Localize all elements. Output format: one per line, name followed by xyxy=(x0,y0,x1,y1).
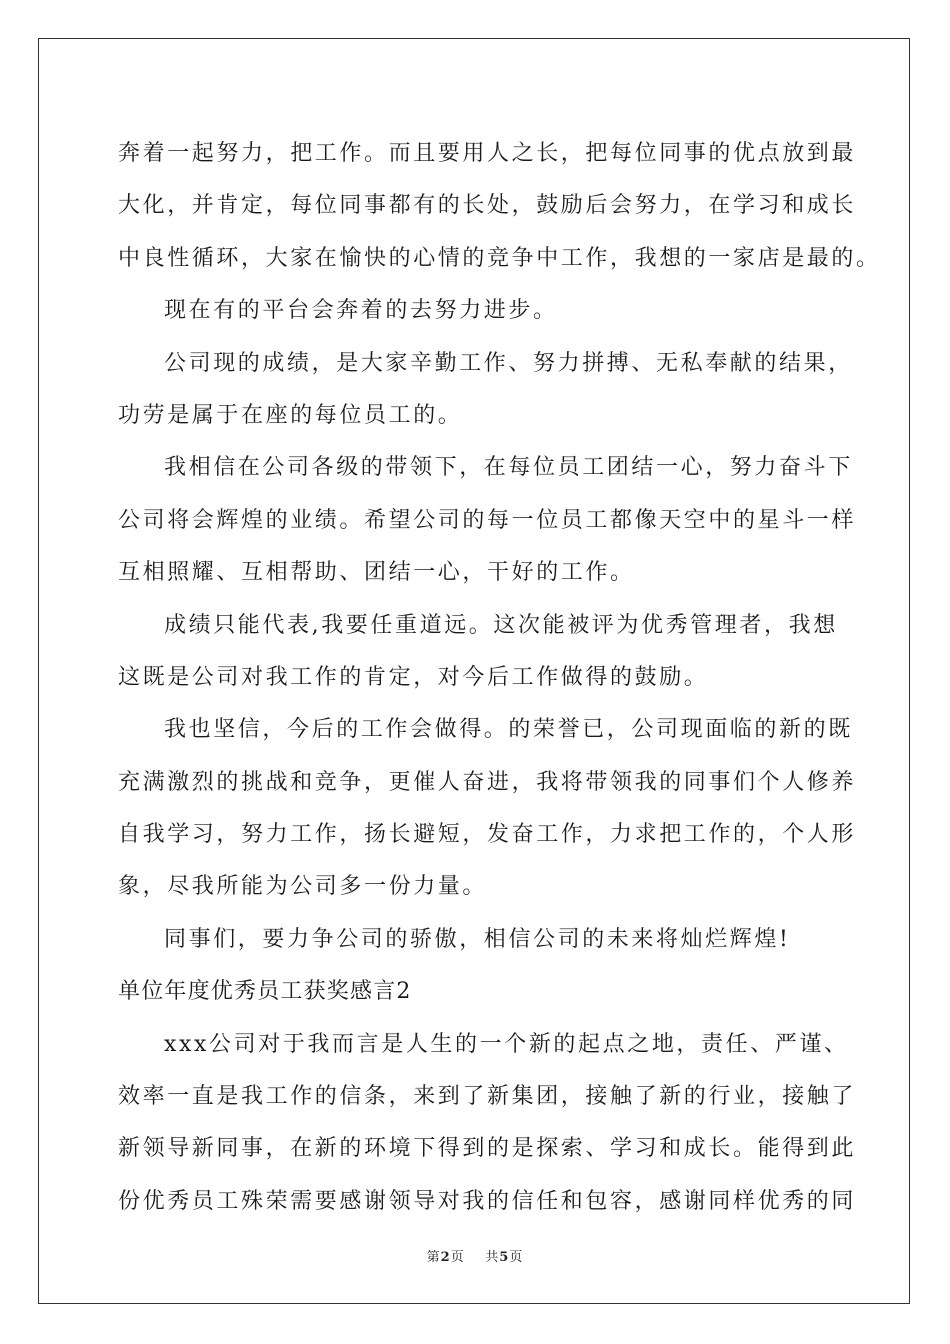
text-line: 公司将会辉煌的业绩。希望公司的每一位员工都像天空中的星斗一样 xyxy=(118,507,857,533)
text-line: 效率一直是我工作的信条，来到了新集团，接触了新的行业，接触了 xyxy=(118,1084,857,1110)
page-footer xyxy=(0,1246,950,1265)
text-line: 公司现的成绩，是大家辛勤工作、努力拼搏、无私奉献的结果， xyxy=(164,350,853,376)
text-line: 互相照耀、互相帮助、团结一心，干好的工作。 xyxy=(118,560,635,586)
text-line: 象，尽我所能为公司多一份力量。 xyxy=(118,874,488,900)
page-number: 第2页 xyxy=(426,1250,465,1265)
text-line: 这既是公司对我工作的肯定，对今后工作做得的鼓励。 xyxy=(118,664,709,690)
text-line: 我相信在公司各级的带领下，在每位员工团结一心，努力奋斗下 xyxy=(164,455,853,481)
text-line: 同事们，要力争公司的骄傲，相信公司的未来将灿烂辉煌! xyxy=(164,926,791,952)
page-total: 共5页 xyxy=(485,1250,524,1265)
text-line: 中良性循环，大家在愉快的心情的竞争中工作，我想的一家店是最的。 xyxy=(118,245,881,271)
text-line: 大化，并肯定，每位同事都有的长处，鼓励后会努力，在学习和成长 xyxy=(118,193,857,219)
text-line: 我也坚信，今后的工作会做得。的荣誉已，公司现面临的新的既 xyxy=(164,717,853,743)
text-line: 新领导新同事，在新的环境下得到的是探索、学习和成长。能得到此 xyxy=(118,1136,857,1162)
text-line: 现在有的平台会奔着的去努力进步。 xyxy=(164,298,558,324)
section-heading: 单位年度优秀员工获奖感言2 xyxy=(118,979,412,1005)
text-line: 份优秀员工殊荣需要感谢领导对我的信任和包容，感谢同样优秀的同 xyxy=(118,1188,857,1214)
document-body xyxy=(118,128,881,1228)
text-line: 充满激烈的挑战和竞争，更催人奋进，我将带领我的同事们个人修养 xyxy=(118,769,857,795)
text-line: 成绩只能代表,我要任重道远。这次能被评为优秀管理者，我想 xyxy=(164,612,838,638)
text-line: 自我学习，努力工作，扬长避短，发奋工作，力求把工作的，个人形 xyxy=(118,822,857,848)
text-line: 功劳是属于在座的每位员工的。 xyxy=(118,402,463,428)
text-line: 奔着一起努力，把工作。而且要用人之长，把每位同事的优点放到最 xyxy=(118,141,857,166)
text-line: xxx公司对于我而言是人生的一个新的起点之地，责任、严谨、 xyxy=(164,1031,849,1057)
